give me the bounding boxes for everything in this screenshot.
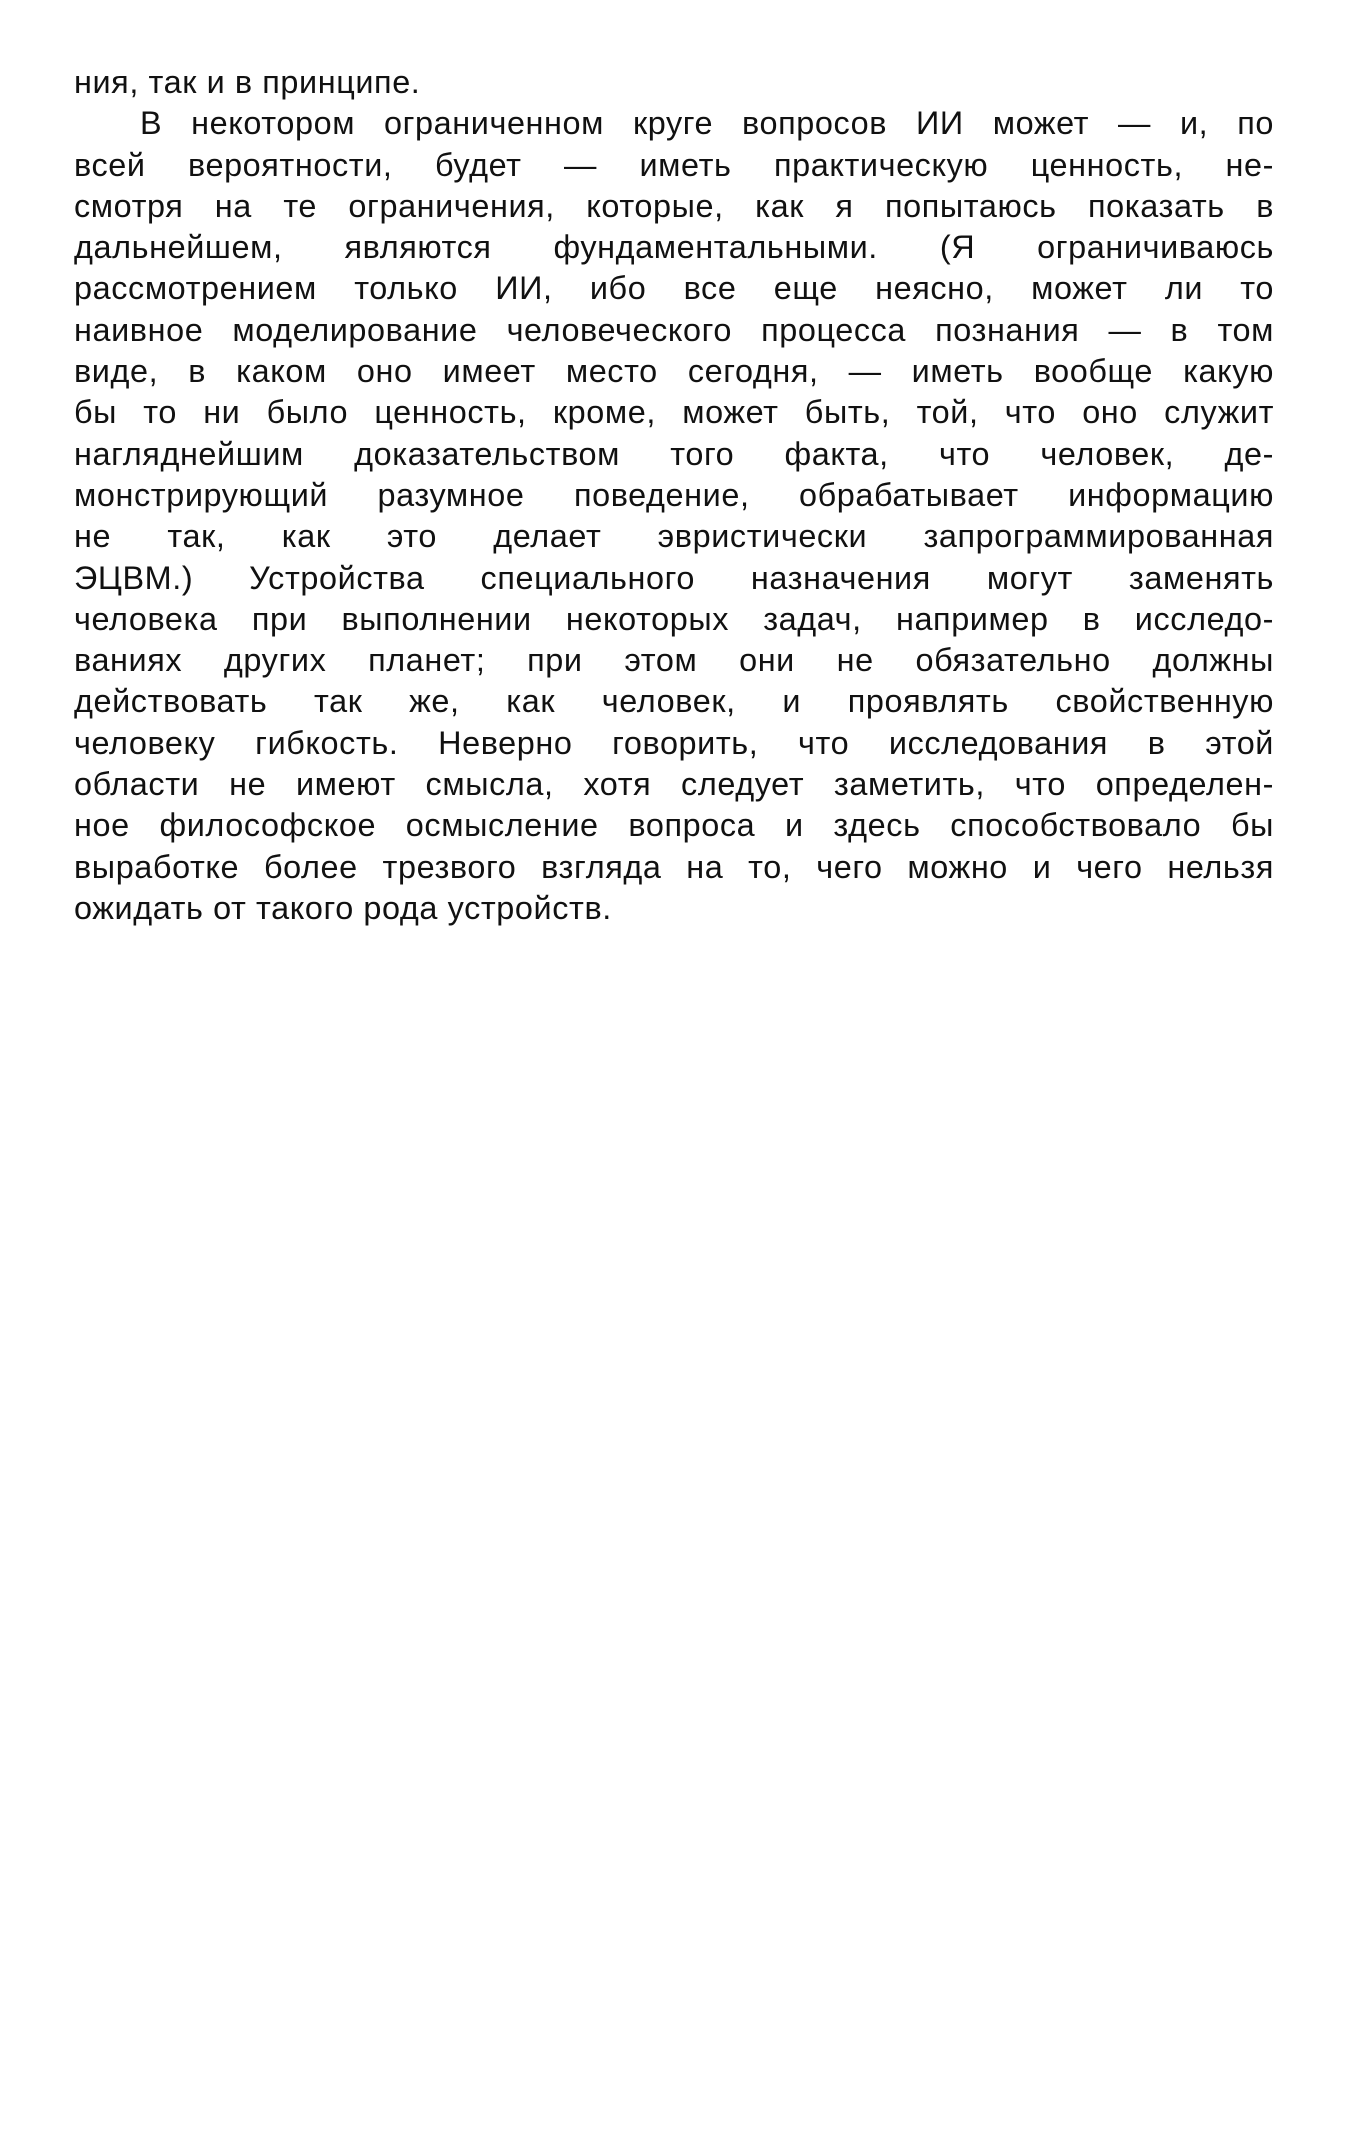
document-page [74,62,1274,929]
text-line-16: действовать так же, как человек, и проявлять свойственную [74,683,1274,720]
text-line-19: ное философское осмысление вопроса и здесь способствовало бы [74,807,1274,844]
text-line-1: ния, так и в принципе. [74,64,421,100]
text-line-3: всей вероятности, будет — иметь практическую ценность, не- [74,146,1274,183]
text-line-6: рассмотрением только ИИ, ибо все еще неясно, может ли то [74,270,1274,307]
text-line-4: смотря на те ограничения, которые, как я попытаюсь показать в [74,187,1274,224]
text-line-18: области не имеют смысла, хотя следует заметить, что определен- [74,766,1274,803]
text-line-5: дальнейшем, являются фундаментальными. (Я ограничиваюсь [74,229,1274,266]
text-line-12: не так, как это делает эвристически запрограммированная [74,518,1274,555]
text-line-13: ЭЦВМ.) Устройства специального назначения могут заменять [74,559,1274,596]
text-line-20: выработке более трезвого взгляда на то, чего можно и чего нельзя [74,848,1274,885]
text-line-14: человека при выполнении некоторых задач, например в исследо- [74,600,1274,637]
text-line-21: ожидать от такого рода устройств. [74,889,612,926]
text-line-9: бы то ни было ценность, кроме, может быть, той, что оно служит [74,394,1274,431]
text-line-8: виде, в каком оно имеет место сегодня, — иметь вообще какую [74,353,1274,390]
text-line-15: ваниях других планет; при этом они не обязательно должны [74,642,1274,679]
text-line-7: наивное моделирование человеческого процесса познания — в том [74,311,1274,348]
text-line-17: человеку гибкость. Неверно говорить, что исследования в этой [74,724,1274,761]
text-line-10: нагляднейшим доказательством того факта, что человек, де- [74,435,1274,472]
text-line-2: В некотором ограниченном круге вопросов ИИ может — и, по [140,105,1274,142]
text-line-11: монстрирующий разумное поведение, обрабатывает информацию [74,476,1274,513]
